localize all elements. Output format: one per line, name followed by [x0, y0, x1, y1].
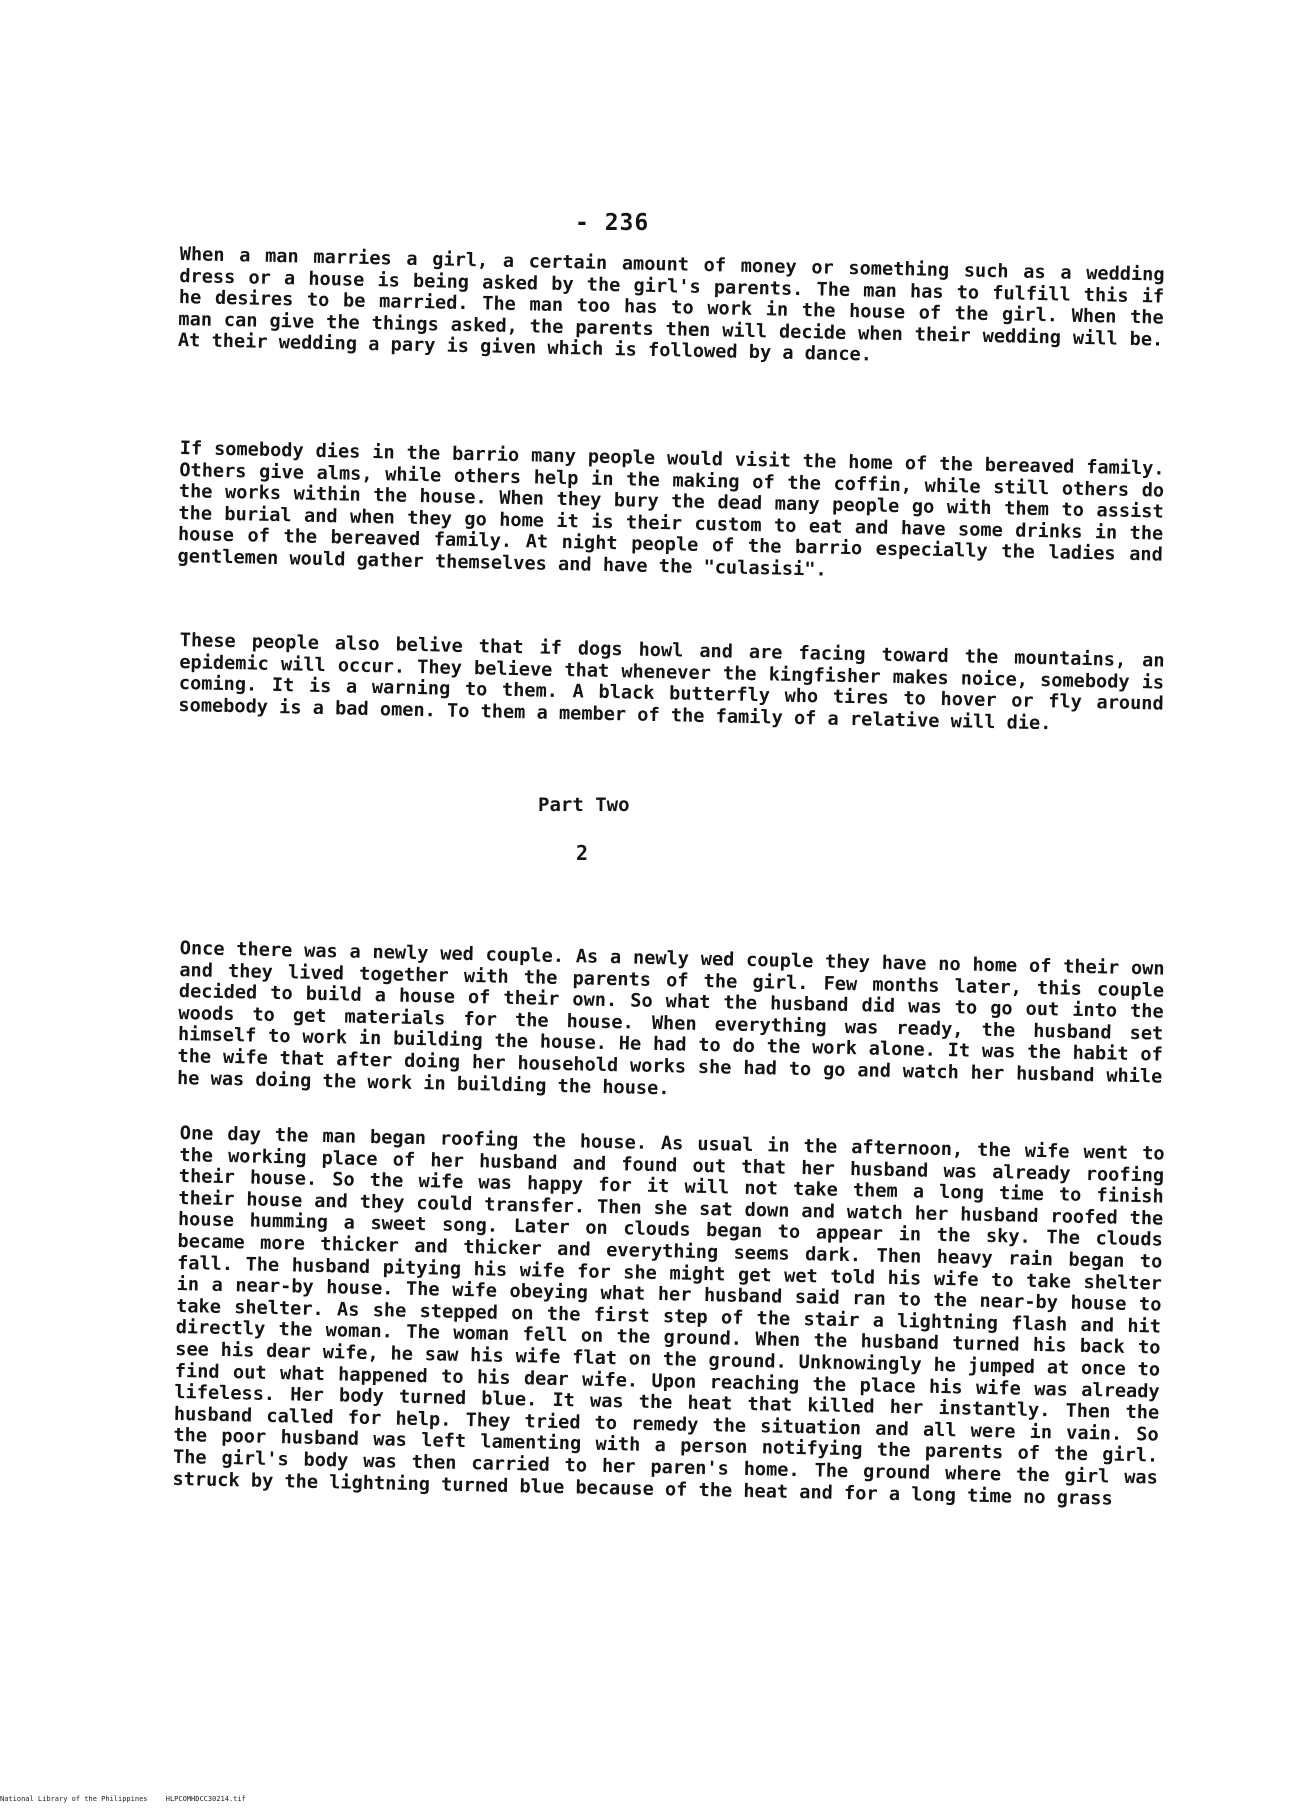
paragraph-marriage-custom: When a man marries a girl, a certain amount of money or something such as a wedding dress or a house is being asked by the girl's parents. The man has to fulfill this if he desires to be married. The man too has to work in the house of the girl. When the man can give the things asked, the parents then will decide when their wedding will be. At their wedding a pary is given which is followed by a dance. — [177, 244, 1165, 366]
part-title: Part Two — [538, 794, 630, 816]
paragraph-superstitions: These people also belive that if dogs howl and are facing toward the mountains, an epidemic will occur. They believe that whenever the kingfisher makes noice, somebody is coming. It is a warning to them. A black butterfly who tires to hover or fly around somebody is a bad omen. To them a member of the family of a relative will die. — [178, 630, 1165, 735]
footer-library: National Library of the Philippines — [0, 1795, 148, 1803]
paragraph-death-custom: If somebody dies in the barrio many people would visit the home of the bereaved family. Others give alms, while others help in the making of the coffin, while still others do the works within the house. When they bury the dead many people go with them to assist the burial and when they go home it is their custom to eat and have some drinks in the house of the bereaved family. At night people of the barrio especially the ladies and gentlemen would gather themselves and have the "culasisi". — [177, 438, 1165, 581]
paragraph-lightning-story: One day the man began roofing the house. As usual in the afternoon, the wife went to the working place of her husband and found out that her husband was already roofing their house. So the wife was happy for it will not take them a long time to finish their house and they could transfer. Then she sat down and watch her husband roofed the house humming a sweet song. Later on clouds began to appear in the sky. The clouds became more thicker and thicker and everything seems dark. Then heavy rain began to fall. The husband pitying his wife for she might get wet told his wife to take shelter in a near-by house. The wife obeying what her husband said ran to the near-by house to take shelter. As she stepped on the first step of the stair a lightning flash and hit directly the woman. The woman fell on the ground. When the husband turned his back to see his dear wife, he saw his wife flat on the ground. Unknowingly he jumped at once to find out what happened to his dear wife. Upon reaching the place his wife was already lifeless. Her body turned blue. It was the heat that killed her instantly. Then the husband called for help. They tried to remedy the situation and all were in vain. So the poor husband was left lamenting with a person notifying the parents of the girl. The girl's body was then carried to her paren's home. The ground where the girl was struck by the lightning turned blue because of the heat and for a long time no grass — [172, 1123, 1165, 1510]
footer-file-id: HLPCOMHDCC30214.tif — [165, 1795, 246, 1803]
scan-footer — [0, 1795, 246, 1803]
paragraph-newly-wed-couple: Once there was a newly wed couple. As a newly wed couple they have no home of their own and they lived together with the parents of the girl. Few months later, this couple decided to build a house of their own. So what the husband did was to go out into the woods to get materials for the house. When everything was ready, the husband set himself to work in building the house. He had to do the work alone. It was the habit of the wife that after doing her household works she had to go and watch her husband while he was doing the work in building the house. — [176, 938, 1165, 1099]
part-number: 2 — [576, 841, 589, 865]
page-number: - 236 — [575, 210, 650, 236]
